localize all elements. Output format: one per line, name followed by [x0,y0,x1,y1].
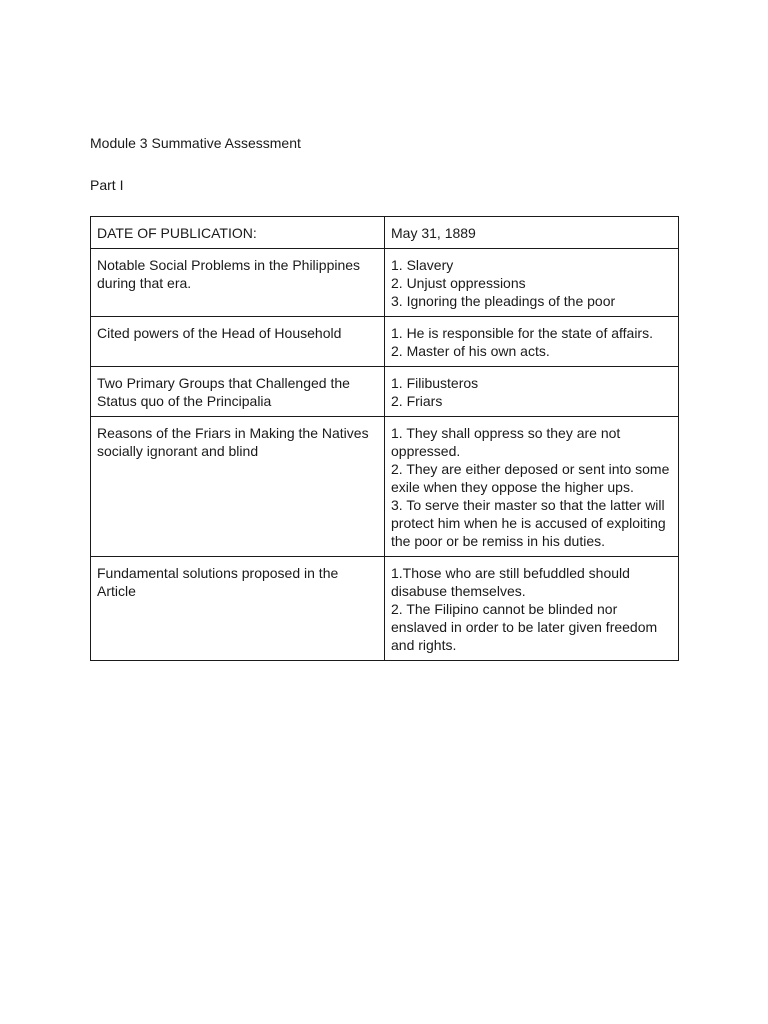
row-answer [385,417,679,557]
row-answer [385,217,679,249]
row-label: DATE OF PUBLICATION: [91,217,385,249]
part-label: Part I [90,177,124,193]
table-row [91,249,679,317]
answer-line: 2. Unjust oppressions [391,275,526,291]
answer-line: 2. Friars [391,393,443,409]
table-row [91,217,679,249]
assessment-table [90,216,679,661]
answer-line: 1.Those who are still befuddled should disabuse themselves. [391,565,630,599]
answer-line: 2. Master of his own acts. [391,343,550,359]
row-answer [385,249,679,317]
answer-line: 2. The Filipino cannot be blinded nor enslaved in order to be later given freedom and rights. [391,601,658,653]
table-row [91,367,679,417]
row-label: Reasons of the Friars in Making the Natives socially ignorant and blind [91,417,385,557]
answer-line: 1. He is responsible for the state of affairs. [391,325,653,341]
row-answer [385,557,679,661]
answer-line: 1. They shall oppress so they are not oppressed. [391,425,621,459]
answer-line: 3. To serve their master so that the latter will protect him when he is accused of exploiting the poor or be remiss in his duties. [391,497,666,549]
answer-line: 1. Slavery [391,257,454,273]
document-title: Module 3 Summative Assessment [90,135,301,151]
answer-line: 3. Ignoring the pleadings of the poor [391,293,616,309]
row-label: Two Primary Groups that Challenged the Status quo of the Principalia [91,367,385,417]
table-row [91,557,679,661]
table-row [91,317,679,367]
row-answer [385,367,679,417]
row-label: Fundamental solutions proposed in the Article [91,557,385,661]
answer-line: 1. Filibusteros [391,375,479,391]
row-answer [385,317,679,367]
answer-line: May 31, 1889 [391,225,476,241]
row-label: Cited powers of the Head of Household [91,317,385,367]
answer-line: 2. They are either deposed or sent into some exile when they oppose the higher ups. [391,461,670,495]
row-label: Notable Social Problems in the Philippines during that era. [91,249,385,317]
table-row [91,417,679,557]
